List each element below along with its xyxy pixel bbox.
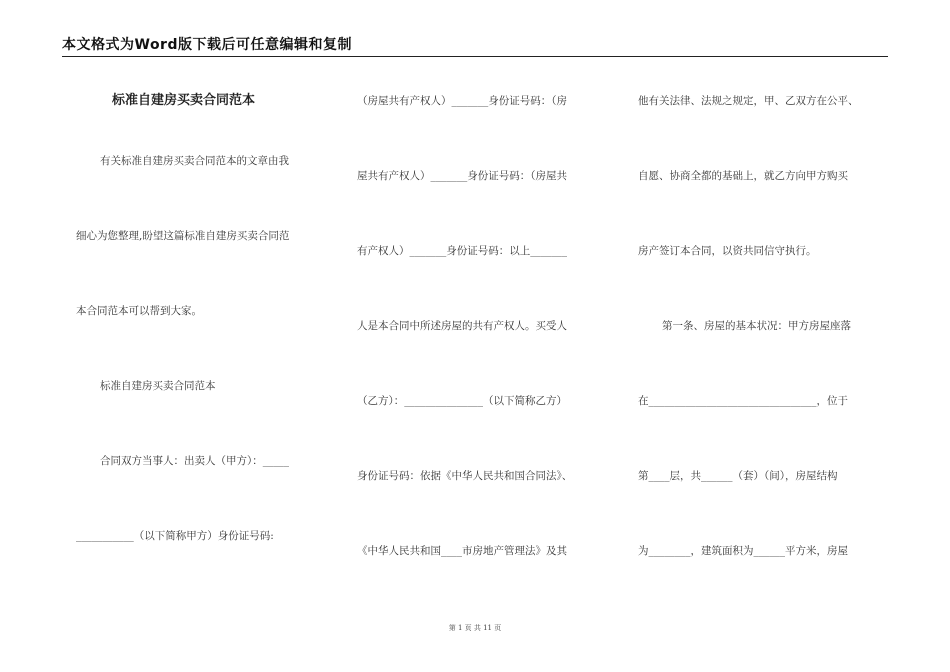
text-line: 细心为您整理,盼望这篇标准自建房买卖合同范: [76, 230, 290, 242]
text-line: 有产权人）_______身份证号码：以上_______: [357, 245, 567, 257]
page-header: [62, 34, 888, 57]
document-title: 标准自建房买卖合同范本: [112, 93, 256, 108]
text-line: 人是本合同中所述房屋的共有产权人。买受人: [357, 320, 567, 332]
text-line: 标准自建房买卖合同范本: [100, 380, 216, 392]
text-line: 在________________________________，位于: [638, 395, 848, 407]
text-line: 房产签订本合同，以资共同信守执行。: [638, 245, 817, 257]
text-line: ___________（以下简称甲方）身份证号码:: [76, 530, 274, 542]
text-line: 屋共有产权人）_______身份证号码：（房屋共: [357, 170, 567, 182]
header-text: 本文格式为Word版下载后可任意编辑和复制: [62, 37, 352, 53]
text-line: 身份证号码：依据《中华人民共和国合同法》、: [357, 470, 573, 482]
text-line: 自愿、协商全都的基础上，就乙方向甲方购买: [638, 170, 848, 182]
text-line: （乙方）：_______________（以下简称乙方）: [357, 395, 567, 407]
text-line: 他有关法律、法规之规定，甲、乙双方在公平、: [638, 95, 859, 107]
text-line: 为________，建筑面积为______平方米，房屋: [638, 545, 848, 557]
text-line: 第____层，共______（套）（间），房屋结构: [638, 470, 838, 482]
text-line: 合同双方当事人：出卖人（甲方）：_____: [100, 455, 289, 467]
page-number: 第 1 页 共 11 页: [448, 624, 502, 632]
text-line: 有关标准自建房买卖合同范本的文章由我: [100, 155, 289, 167]
text-line: 第一条、房屋的基本状况：甲方房屋座落: [662, 320, 851, 332]
text-line: 本合同范本可以帮到大家。: [76, 305, 202, 317]
text-line: 《中华人民共和国____市房地产管理法》及其: [357, 545, 567, 557]
text-line: （房屋共有产权人）_______身份证号码：（房: [357, 95, 567, 107]
